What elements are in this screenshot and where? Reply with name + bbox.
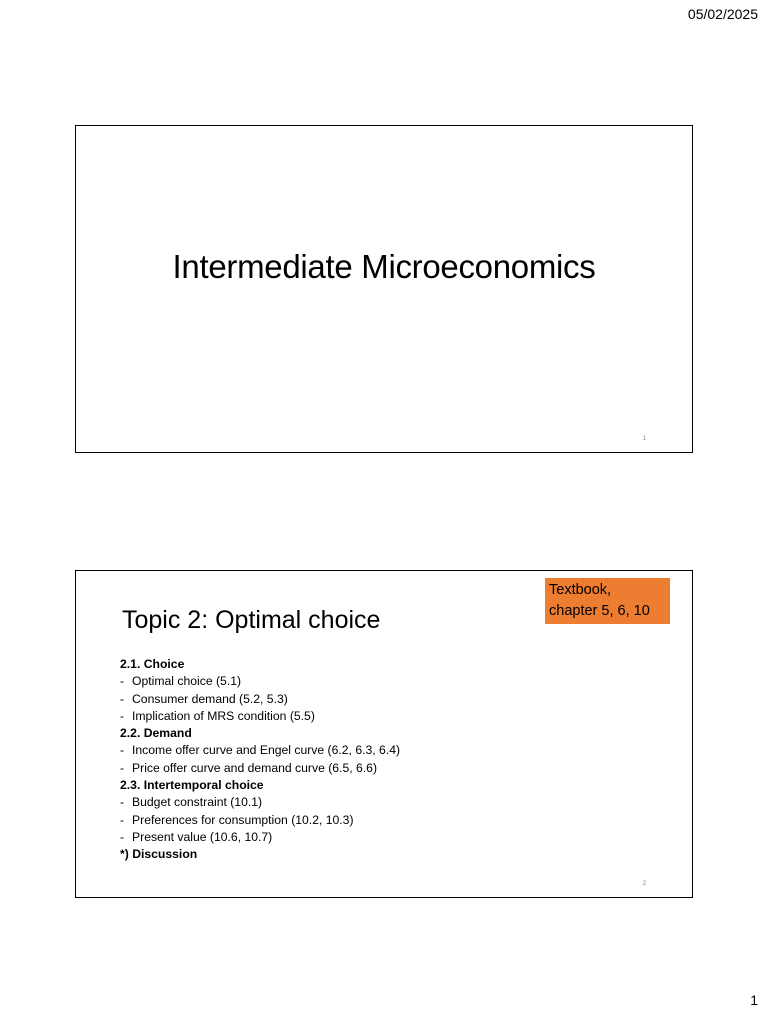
- outline-item: [120, 794, 400, 811]
- page-date: 05/02/2025: [687, 6, 758, 22]
- outline-heading: 2.1. Choice: [120, 657, 185, 671]
- slide-2-number: 2: [642, 881, 646, 887]
- outline-heading: *) Discussion: [120, 847, 198, 862]
- slide-2: [75, 570, 693, 898]
- slide-1-number: 1: [642, 436, 646, 442]
- slide-1-title: Intermediate Microeconomics: [172, 248, 596, 285]
- topic-outline: [120, 656, 400, 864]
- textbook-tag-line: Textbook,: [549, 582, 612, 598]
- outline-item: [120, 708, 400, 725]
- outline-item-text: Consumer demand (5.2, 5.3): [132, 691, 288, 706]
- page-number: 1: [750, 992, 758, 1008]
- outline-item: [120, 812, 400, 829]
- outline-item-text: Income offer curve and Engel curve (6.2, 6.3, 6.4): [132, 743, 401, 758]
- outline-item-text: Budget constraint (10.1): [132, 795, 263, 810]
- bullet-dash: -: [120, 812, 125, 827]
- outline-item-text: Price offer curve and demand curve (6.5, 6.6): [132, 760, 378, 775]
- outline-item: [120, 691, 400, 708]
- textbook-tag-line: chapter 5, 6, 10: [549, 603, 650, 619]
- outline-heading: 2.2. Demand: [120, 726, 192, 741]
- outline-item-text: Present value (10.6, 10.7): [132, 829, 273, 844]
- outline-item-text: Optimal choice (5.1): [132, 674, 242, 689]
- bullet-dash: -: [120, 795, 125, 810]
- outline-item-text: Preferences for consumption (10.2, 10.3): [132, 812, 354, 827]
- slide-2-title: Topic 2: Optimal choice: [122, 606, 381, 634]
- outline-heading: 2.3. Intertemporal choice: [120, 778, 264, 793]
- outline-item: [120, 742, 400, 759]
- outline-item: [120, 829, 400, 846]
- bullet-dash: -: [120, 829, 125, 844]
- slide-1: [75, 125, 693, 453]
- bullet-dash: -: [120, 674, 125, 689]
- textbook-tag: [545, 578, 670, 624]
- outline-item: [120, 673, 400, 690]
- bullet-dash: -: [120, 691, 125, 706]
- bullet-dash: -: [120, 760, 125, 775]
- outline-item: [120, 760, 400, 777]
- bullet-dash: -: [120, 708, 125, 723]
- outline-item-text: Implication of MRS condition (5.5): [132, 708, 315, 723]
- bullet-dash: -: [120, 743, 125, 758]
